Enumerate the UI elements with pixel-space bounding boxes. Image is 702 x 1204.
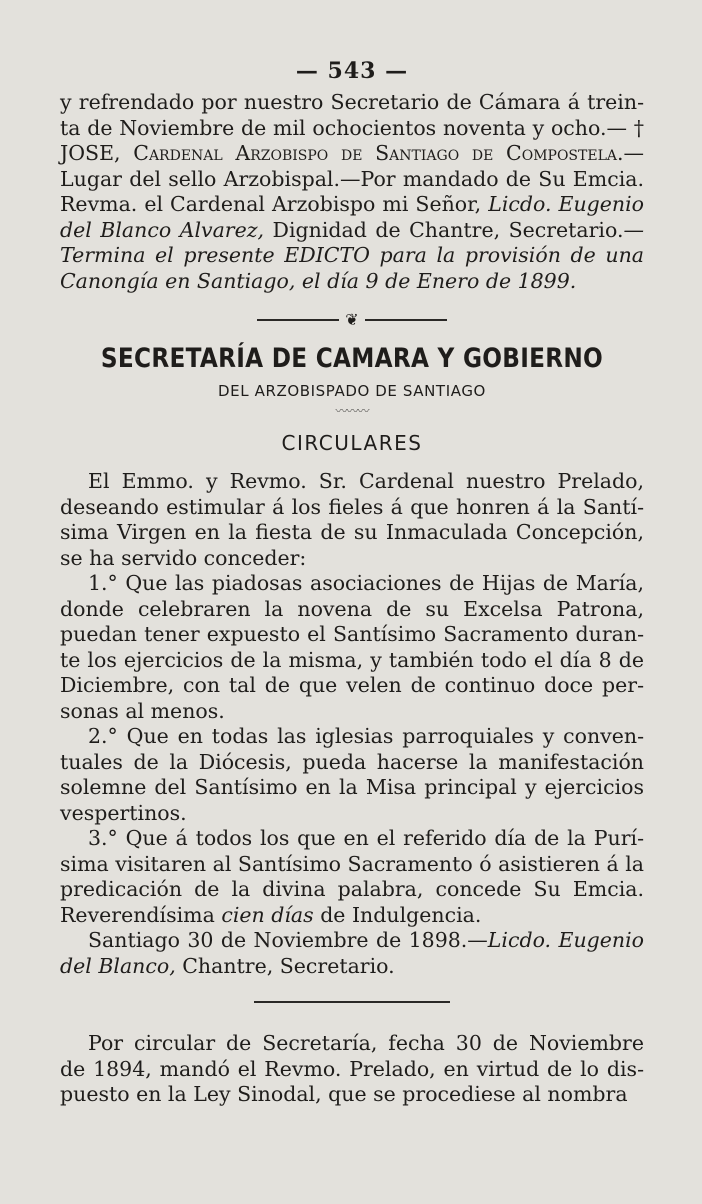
- circular-item-3: [60, 826, 644, 928]
- cross-signature: † JOSE,: [60, 115, 644, 165]
- circular-intro: El Emmo. y Revmo. Sr. Cardenal nuestro Prelado, deseando estimular á los fieles á que honren á la Santísima Virgen en la fiesta de su Inmaculada Concepción, se ha servido conceder:: [60, 469, 644, 570]
- item3-text: 3.° Que á todos los que en el referido día de la Purísima visitaren al Santísimo Sacramento ó asistieren á la predicación de la divina palabra, concede Su Emcia. Reverendísima: [60, 826, 644, 927]
- item3-cien-dias: cien días: [221, 902, 314, 927]
- circular-item-1: 1.° Que las piadosas asociaciones de Hijas de María, donde celebraren la novena de su Excelsa Patrona, puedan tener expuesto el Santísimo Sacramento durante los ejercicios de la misma, y también todo el día 8 de Diciembre, con tal de que velen de continuo doce personas al menos.: [60, 571, 644, 723]
- secretary-name: Licdo. Eugenio del Blanco Alvarez,: [60, 192, 645, 242]
- item3-indulgence: de Indulgencia.: [313, 902, 482, 927]
- circular-signature: [60, 928, 644, 979]
- edict-text-3: —Lugar del sello Arzobispal.—Por mandado de Su Emcia. Revma. el Cardenal Arzobispo mi Señor,: [60, 141, 644, 216]
- section-divider: [254, 1001, 450, 1003]
- circular-item-2: 2.° Que en todas las iglesias parroquiales y conventuales de la Diócesis, pueda hacerse la manifestación solemne del Santísimo en la Misa principal y ejercicios vespertinos.: [60, 724, 644, 825]
- edict-text-5: Dignidad de Chantre, Secretario.: [264, 217, 624, 242]
- section-title: SECRETARÍA DE CAMARA Y GOBIERNO: [100, 343, 604, 374]
- edict-termination: —Termina el presente EDICTO para la provisión de una Canongía en Santiago, el día 9 de Enero de 1899.: [60, 217, 644, 293]
- divider-line-right: [365, 319, 447, 321]
- squiggle-divider-icon: 〰〰〰: [335, 404, 369, 418]
- ornamental-divider: [60, 310, 644, 329]
- cardinal-title: Cardenal Arzobispo de Santiago de Compostela.: [133, 141, 624, 165]
- divider-line-left: [257, 319, 339, 321]
- final-paragraph: Por circular de Secretaría, fecha 30 de Noviembre de 1894, mandó el Revmo. Prelado, en virtud de lo dispuesto en la Ley Sinodal, que se procediese al nombra: [60, 1031, 644, 1106]
- circulares-heading: CIRCULARES: [281, 431, 423, 455]
- fleuron-icon: ❦: [345, 310, 359, 329]
- edict-closing-paragraph: [60, 90, 644, 294]
- edict-text-1: y refrendado por nuestro Secretario de Cámara á treinta de Noviembre de mil ochocientos noventa y ocho.—: [60, 90, 644, 140]
- signature-role: Chantre, Secretario.: [175, 953, 395, 978]
- signature-name: Licdo. Eugenio del Blanco,: [60, 928, 644, 978]
- page-number: — 543 —: [295, 58, 409, 84]
- section-subtitle: DEL ARZOBISPADO DE SANTIAGO: [218, 382, 486, 400]
- signature-date: Santiago 30 de Noviembre de 1898.—: [88, 928, 488, 952]
